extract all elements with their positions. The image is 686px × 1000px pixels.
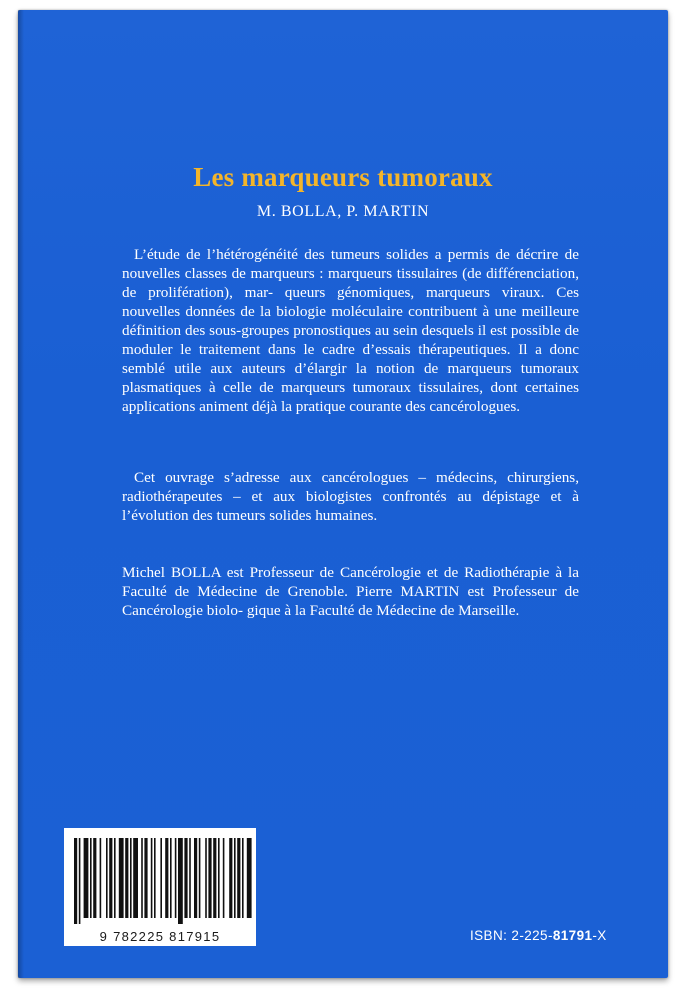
- barcode-bar: [178, 838, 183, 924]
- authors-bio-paragraph: Michel BOLLA est Professeur de Cancérologie et de Radiothérapie à la Faculté de Médecine de Grenoble. Pierre MARTIN est Professeur de Cancérologie biolo- gique à la Faculté de Médecine de Marseille.: [122, 564, 579, 619]
- book-back-cover: [18, 10, 668, 978]
- audience-paragraph: Cet ouvrage s’adresse aux cancérologues – médecins, chirurgiens, radiothérapeutes – et aux biologistes confrontés au dépistage et à l’évolution des tumeurs solides humaines.: [122, 469, 579, 524]
- barcode-bar: [90, 838, 92, 918]
- barcode-bar: [199, 838, 201, 918]
- barcode-bar: [234, 838, 236, 918]
- barcode-bar: [223, 838, 225, 918]
- barcode-bar: [133, 838, 138, 918]
- barcode-bar: [151, 838, 153, 918]
- book-title: Les marqueurs tumoraux: [193, 162, 493, 192]
- barcode-bar: [242, 838, 244, 918]
- book-authors: M. BOLLA, P. MARTIN: [256, 203, 430, 220]
- barcode-bar: [170, 838, 172, 918]
- barcode-bar: [125, 838, 128, 918]
- barcode-bar: [114, 838, 116, 918]
- isbn-suffix: -X: [592, 928, 607, 943]
- barcode-bar: [154, 838, 156, 918]
- barcode-bar: [205, 838, 207, 918]
- barcode-bar: [141, 838, 143, 918]
- barcode-bar: [144, 838, 147, 918]
- barcode-bar: [84, 838, 89, 918]
- barcode-bar: [119, 838, 124, 918]
- barcode-bar: [237, 838, 240, 918]
- barcode-bar: [208, 838, 211, 918]
- summary-paragraph: L’étude de l’hétérogénéité des tumeurs solides a permis de décrire de nouvelles classes de marqueurs : marqueurs tissulaires (de différenciation, de prolifération), mar- queurs génomiques, marqueurs viraux. Ces nouvelles données de la biologie moléculaire contribuent à une meilleure définition des sous-groupes pronostiques au sein desquels il est possible de moduler le traitement dans le cadre d’essais thérapeutiques. Il a donc semblé utile aux auteurs d’élargir la notion de marqueurs tumoraux plasmatiques à celle de marqueurs tumoraux tissulaires, dont certaines applications animent déjà la pratique courante des cancérologues.: [122, 246, 579, 415]
- isbn: [470, 928, 607, 943]
- barcode-bar: [165, 838, 168, 918]
- barcode-bar: [218, 838, 220, 918]
- barcode-bar: [93, 838, 96, 918]
- barcode-bar: [109, 838, 112, 918]
- barcode-bar: [74, 838, 77, 924]
- barcode-bar: [184, 838, 187, 918]
- barcode-bar: [229, 838, 232, 918]
- barcode-bar: [247, 838, 252, 918]
- barcode-bar: [189, 838, 191, 918]
- barcode-bar: [130, 838, 132, 918]
- isbn-number: 81791: [552, 928, 593, 943]
- barcode-bar: [213, 838, 216, 918]
- barcode-bars: [64, 828, 256, 928]
- barcode-bar: [175, 838, 177, 918]
- barcode-bar: [106, 838, 108, 918]
- barcode-bar: [160, 838, 162, 918]
- spine-edge: [18, 10, 24, 978]
- barcode-bar: [79, 838, 81, 924]
- barcode-bar: [194, 838, 197, 918]
- isbn-prefix: ISBN: 2-225-: [470, 928, 553, 943]
- barcode: [64, 828, 256, 946]
- barcode-bar: [100, 838, 102, 918]
- barcode-digits: 9 782225 817915: [99, 929, 221, 944]
